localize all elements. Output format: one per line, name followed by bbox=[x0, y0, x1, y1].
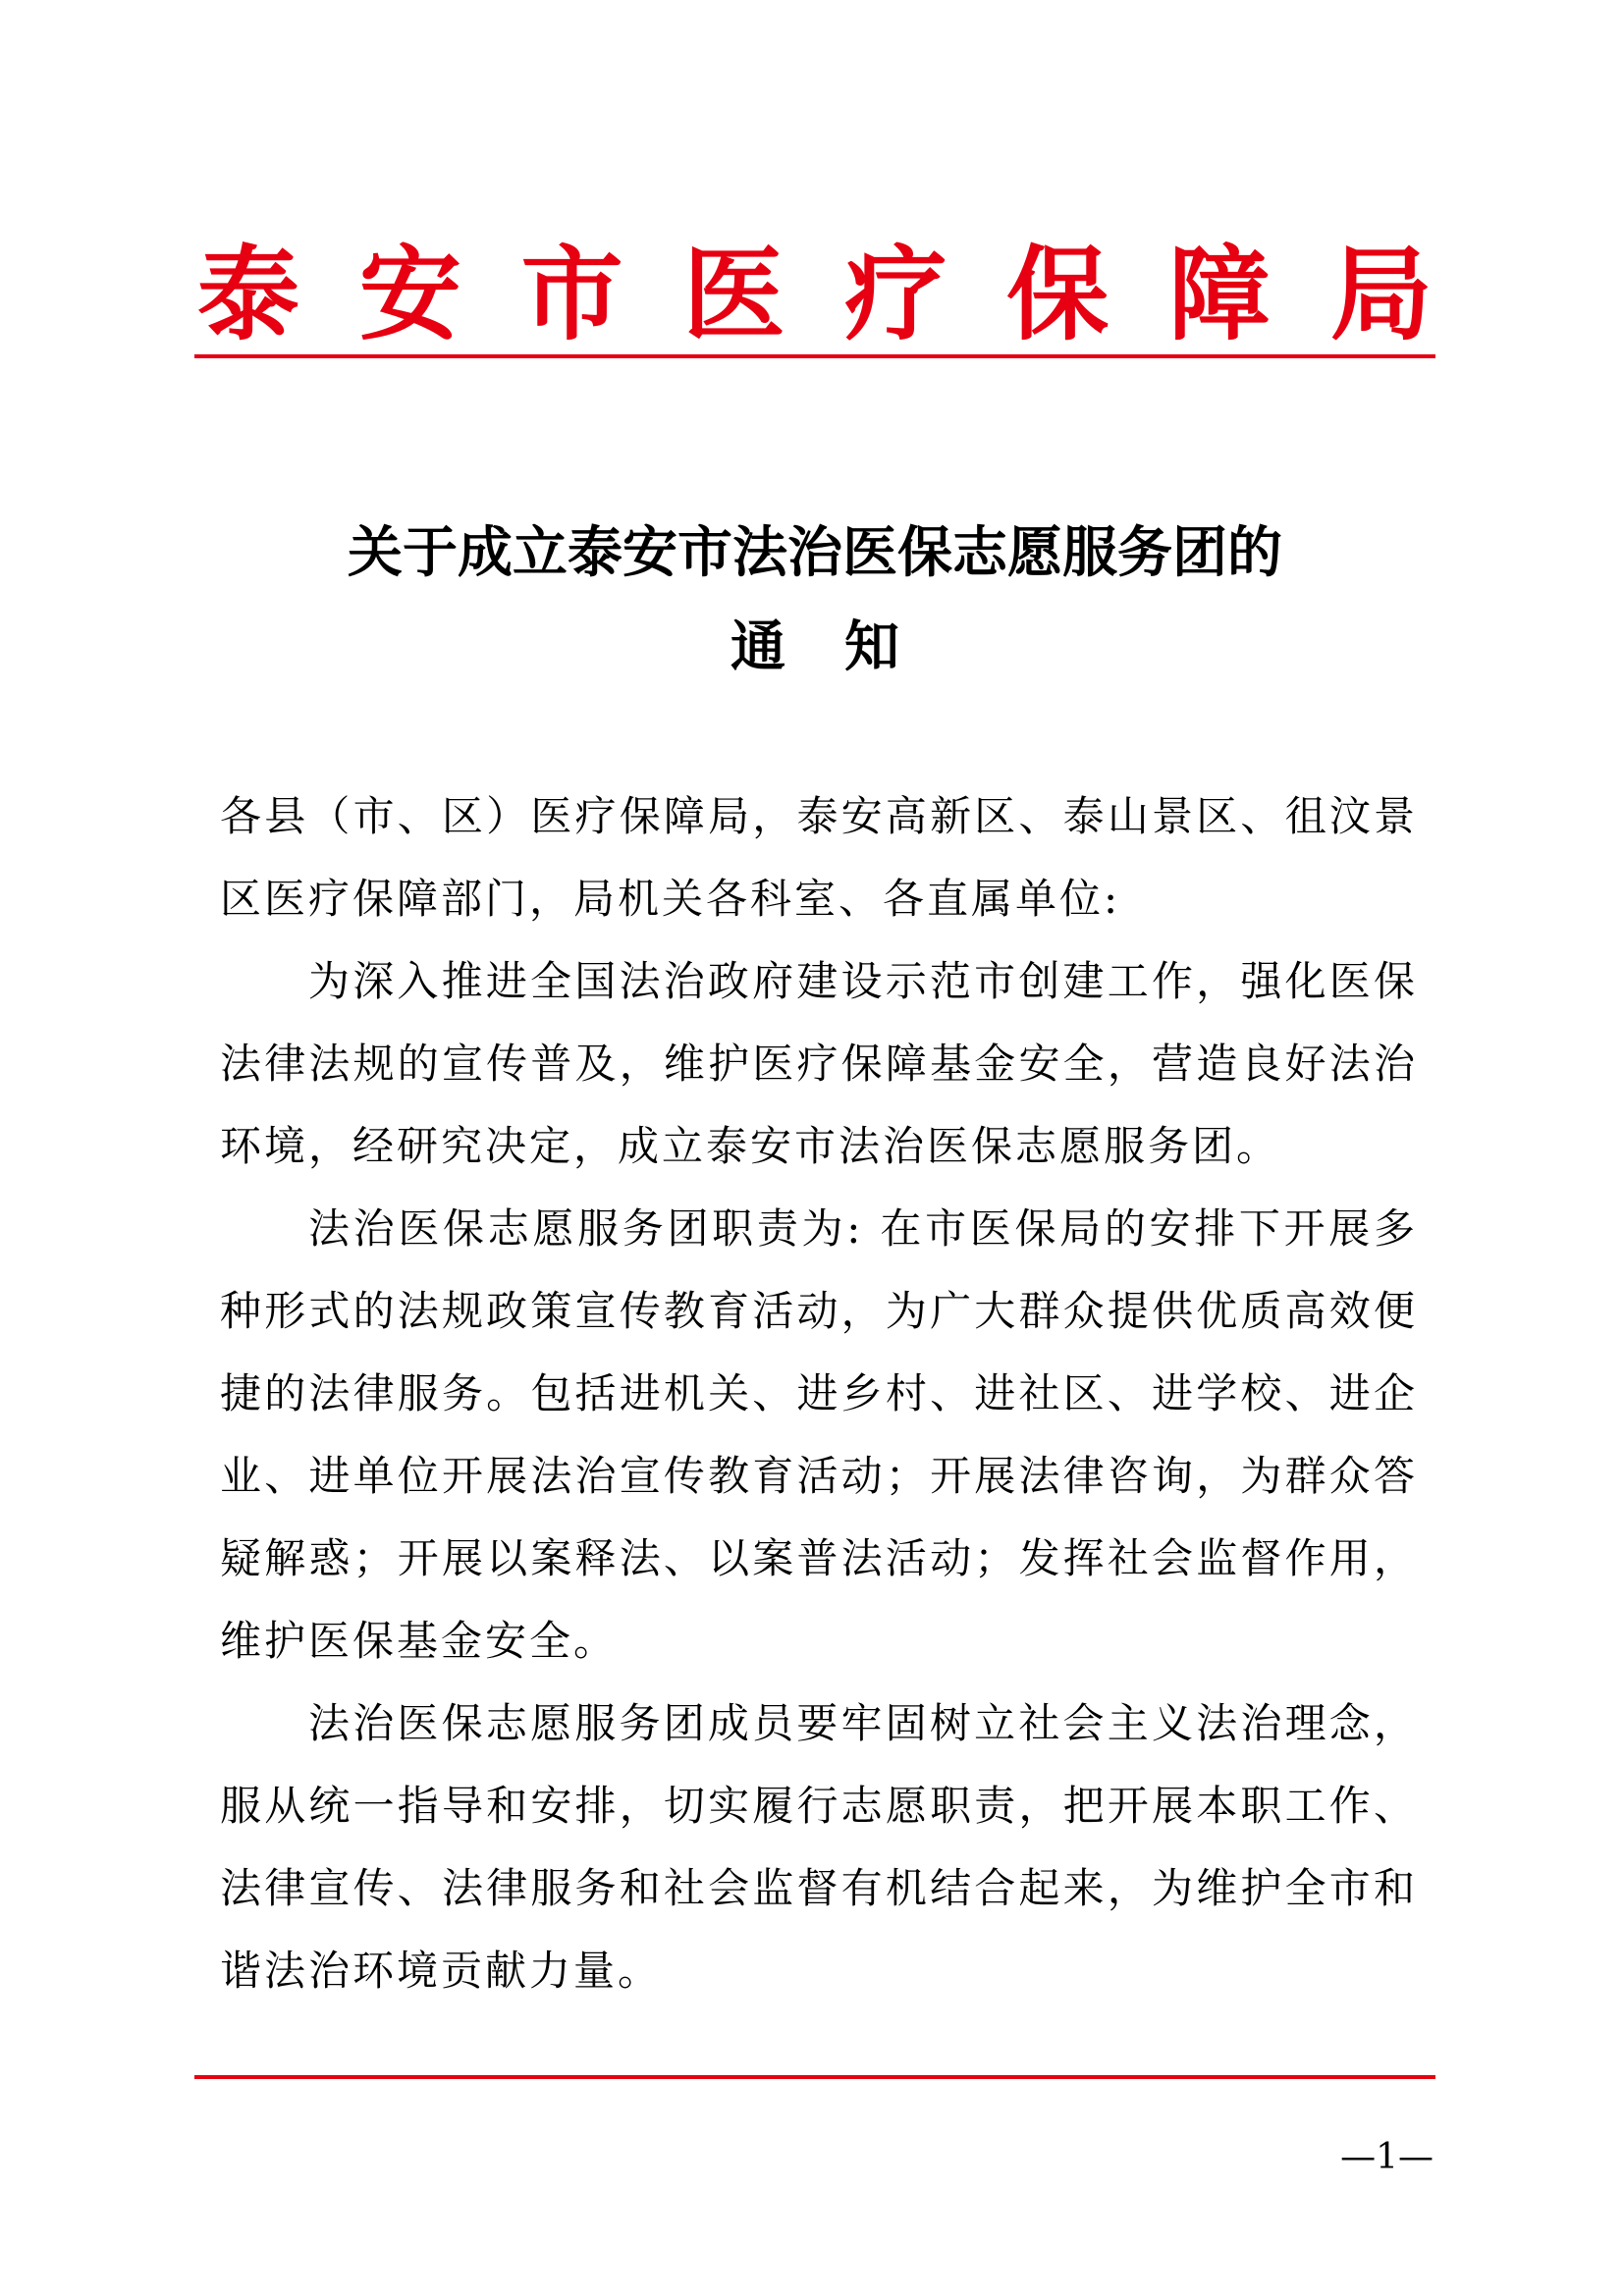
document-title: 关于成立泰安市法治医保志愿服务团的 bbox=[348, 521, 1282, 585]
letterhead-divider bbox=[194, 354, 1435, 358]
letterhead-char: 保 bbox=[1006, 234, 1109, 354]
letterhead-char: 疗 bbox=[844, 234, 947, 354]
page-number: —1— bbox=[1340, 2137, 1434, 2177]
letterhead-char: 市 bbox=[520, 234, 623, 354]
body-paragraph: 法治医保志愿服务团职责为: 在市医保局的安排下开展多种形式的法规政策宣传教育活动，为广大群众提供优质高效便捷的法律服务。包括进机关、进乡村、进社区、进学校、进企业、进单位开展法治宣传教育活动；开展法律咨询，为群众答疑解惑；开展以案释法、以案普法活动；发挥社会监督作用，维护医保基金安全。 bbox=[220, 1204, 1418, 1665]
body-paragraph: 法治医保志愿服务团成员要牢固树立社会主义法治理念，服从统一指导和安排，切实履行志愿职责，把开展本职工作、法律宣传、法律服务和社会监督有机结合起来，为维护全市和谐法治环境贡献力量。 bbox=[220, 1699, 1418, 1995]
addressee: 各县（市、区）医疗保障局，泰安高新区、泰山景区、徂汶景区医疗保障部门，局机关各科室、各直属单位: bbox=[220, 792, 1418, 923]
letterhead-char: 医 bbox=[682, 234, 785, 354]
letterhead-char: 泰 bbox=[196, 234, 299, 354]
body-paragraph: 为深入推进全国法治政府建设示范市创建工作，强化医保法律法规的宣传普及，维护医疗保障基金安全，营造良好法治环境，经研究决定，成立泰安市法治医保志愿服务团。 bbox=[220, 957, 1418, 1170]
letterhead-char: 障 bbox=[1168, 234, 1271, 354]
footer-divider bbox=[194, 2075, 1435, 2079]
letterhead-char: 局 bbox=[1329, 234, 1433, 354]
document-title-notice: 通知 bbox=[730, 615, 958, 679]
letterhead-char: 安 bbox=[358, 234, 461, 354]
letterhead bbox=[194, 236, 1435, 353]
